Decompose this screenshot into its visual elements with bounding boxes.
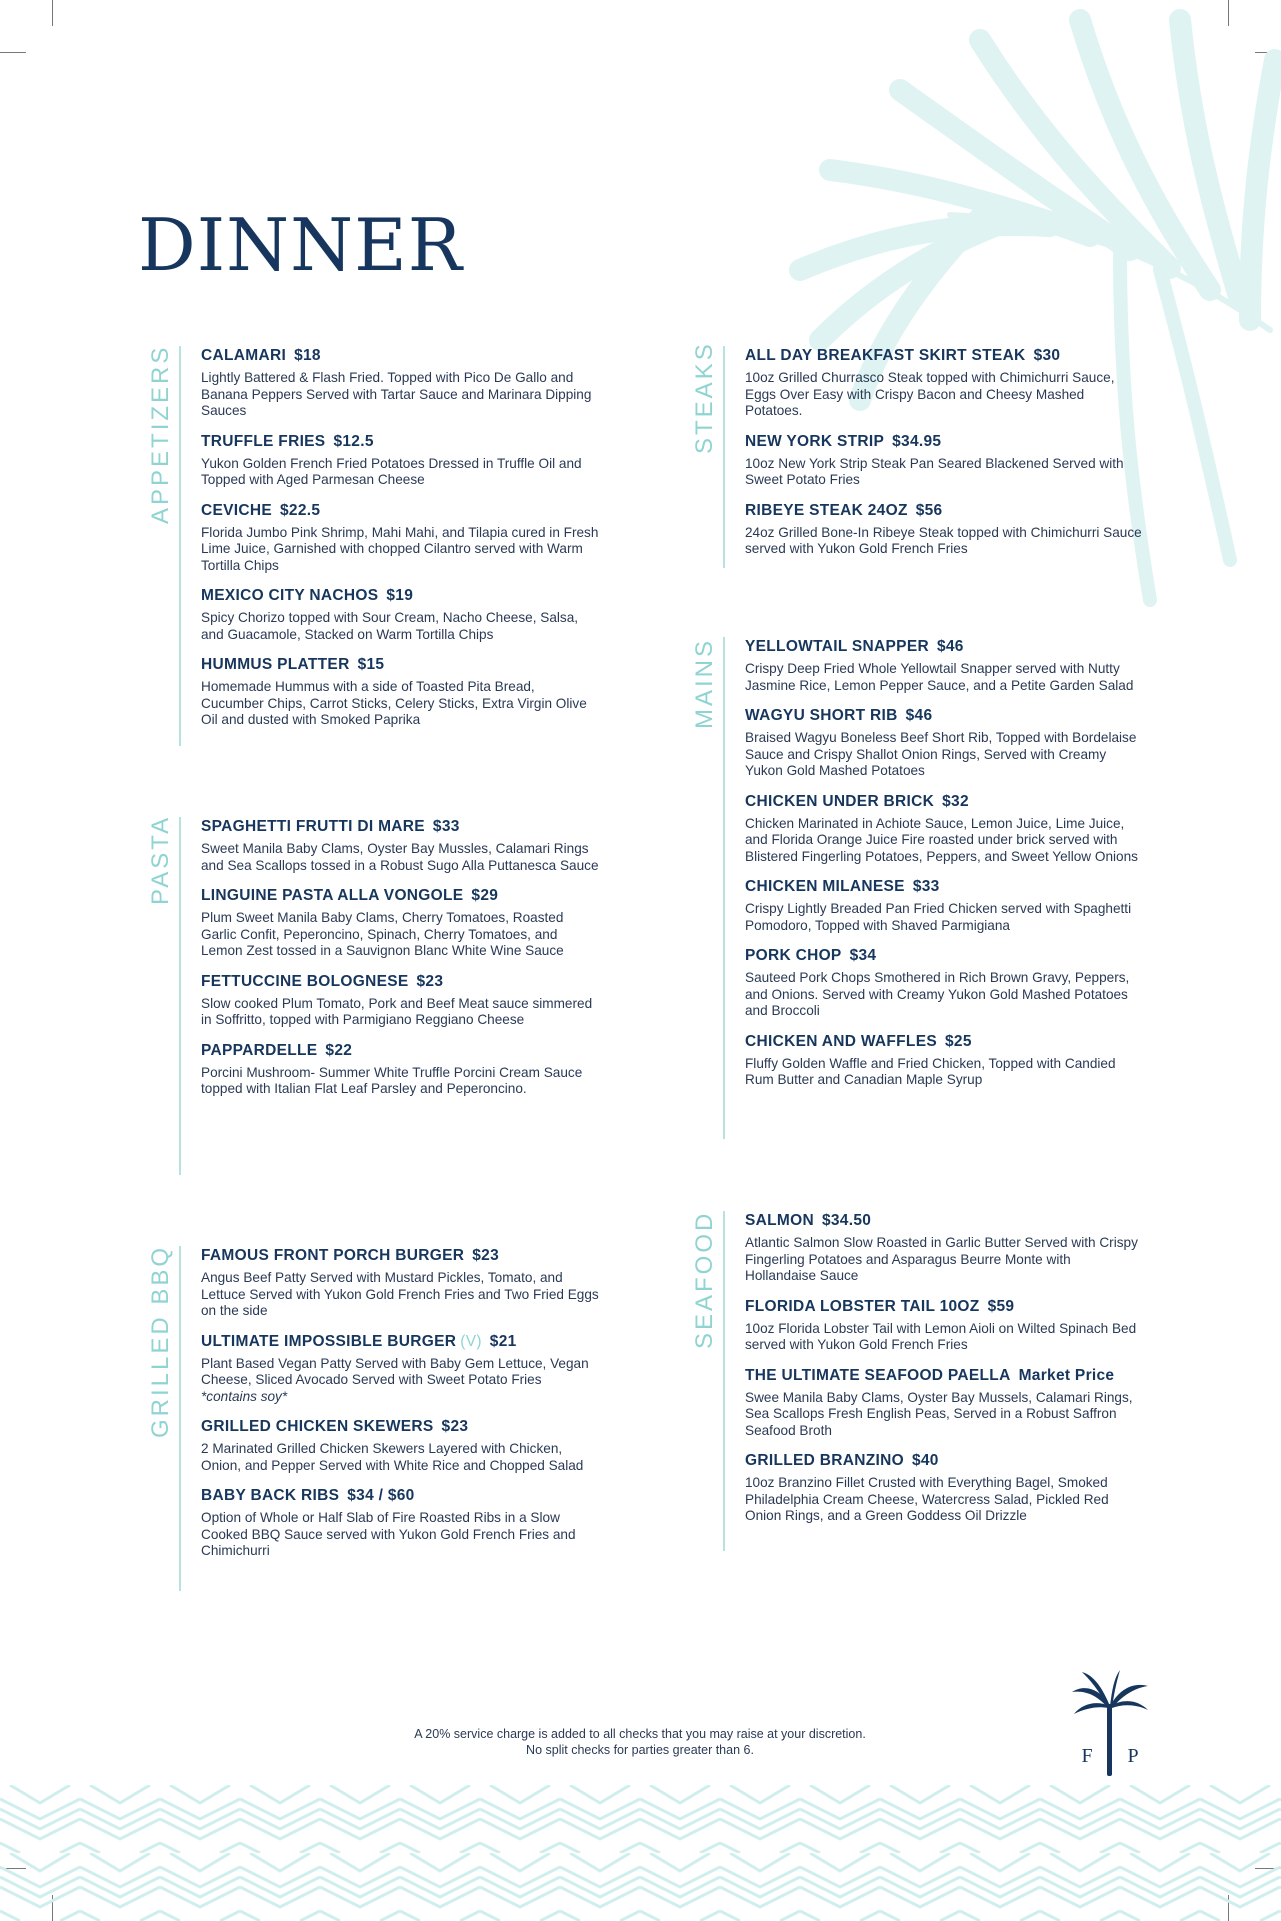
menu-item-description: [201, 456, 601, 489]
menu-item-heading: [745, 1032, 1145, 1052]
menu-item-description-text: 2 Marinated Grilled Chicken Skewers Layered with Chicken, Onion, and Pepper Served with White Rice and Chopped Salad: [201, 1441, 584, 1473]
section-grilled-bbq: [138, 1246, 608, 1591]
allergen-note: *contains soy*: [201, 1388, 288, 1404]
menu-item-description: [201, 1270, 601, 1320]
menu-item: [201, 1486, 601, 1560]
menu-item-name: GRILLED BRANZINO: [745, 1452, 904, 1469]
menu-item-description-text: Sweet Manila Baby Clams, Oyster Bay Mussles, Calamari Rings and Sea Scallops tossed in a Robust Sugo Alla Puttanesca Sauce: [201, 841, 599, 873]
menu-item-price: $23: [416, 972, 444, 990]
menu-item-description-text: Chicken Marinated in Achiote Sauce, Lemon Juice, Lime Juice, and Florida Orange Juice Fire roasted under brick served with Blistered Fingerling Potatoes, Peppers, and Sweet Yellow Onions: [745, 815, 1138, 864]
menu-item-heading: [745, 1297, 1145, 1317]
menu-item-name: WAGYU SHORT RIB: [745, 707, 898, 724]
menu-item-description: [745, 1390, 1145, 1440]
menu-item-name: CEVICHE: [201, 501, 273, 519]
menu-item-heading: [745, 432, 1145, 452]
menu-item: [745, 501, 1145, 558]
menu-item-name: PORK CHOP: [745, 947, 842, 964]
menu-item-heading: [201, 886, 601, 906]
menu-item-name: SALMON: [745, 1212, 814, 1229]
menu-item-price: $21: [489, 1332, 517, 1350]
menu-item-description-text: Angus Beef Patty Served with Mustard Pickles, Tomato, and Lettuce Served with Yukon Gold French Fries and Two Fried Eggs on the side: [201, 1270, 599, 1318]
menu-item-description-text: Swee Manila Baby Clams, Oyster Bay Mussels, Calamari Rings, Sea Scallops Fresh English Peas, Served in a Robust Saffron Seafood Broth: [745, 1389, 1133, 1438]
section-pasta: [138, 814, 608, 1175]
menu-item-description-text: Slow cooked Plum Tomato, Pork and Beef Meat sauce simmered in Soffritto, topped with Parmigiano Reggiano Cheese: [201, 995, 593, 1027]
menu-item-description-text: Fluffy Golden Waffle and Fried Chicken, Topped with Candied Rum Butter and Canadian Maple Syrup: [745, 1055, 1116, 1087]
menu-item-description: [745, 970, 1145, 1020]
menu-item-price: $59: [987, 1297, 1015, 1315]
logo-letter-f: F: [1081, 1745, 1093, 1767]
page-title: DINNER: [138, 203, 463, 287]
menu-item-heading: [201, 346, 601, 366]
menu-item-price: $33: [912, 878, 940, 895]
menu-item: [201, 1041, 601, 1098]
menu-item-price: $25: [944, 1032, 972, 1050]
menu-item-price: $34.95: [892, 432, 942, 450]
menu-list: [745, 637, 1145, 1101]
menu-item-price: $34: [849, 947, 877, 964]
menu-item-price: $34.50: [821, 1212, 872, 1229]
menu-item-heading: [745, 706, 1145, 726]
menu-item-price: $33: [432, 818, 460, 835]
menu-item: [745, 1451, 1145, 1525]
menu-item-name: LINGUINE PASTA ALLA VONGOLE: [201, 887, 464, 904]
split-check-note: No split checks for parties greater than 6.: [526, 1743, 754, 1757]
section-divider: [179, 1246, 181, 1591]
menu-item: [745, 946, 1145, 1020]
menu-item-description-text: 10oz New York Strip Steak Pan Seared Blackened Served with Sweet Potato Fries: [745, 455, 1124, 487]
menu-item-name: FLORIDA LOBSTER TAIL 10OZ: [745, 1297, 980, 1315]
menu-list: [745, 346, 1145, 570]
menu-item-heading: [745, 346, 1145, 366]
menu-item-name: CHICKEN MILANESE: [745, 878, 905, 895]
service-charge-note: A 20% service charge is added to all checks that you may raise at your discretion.: [414, 1727, 866, 1741]
section-divider: [723, 637, 725, 1139]
menu-item-description: [201, 996, 601, 1029]
menu-item-description: [201, 1510, 601, 1560]
menu-item: [201, 1417, 601, 1474]
menu-item-heading: [745, 637, 1145, 657]
menu-item-price: $23: [441, 1418, 469, 1435]
menu-item-description-text: 24oz Grilled Bone-In Ribeye Steak topped with Chimichurri Sauce served with Yukon Gold French Fries: [745, 524, 1142, 556]
menu-item-description: [201, 1065, 601, 1098]
menu-item-description-text: Lightly Battered & Flash Fried. Topped with Pico De Gallo and Banana Peppers Served with Tartar Sauce and Marinara Dipping Sauces: [201, 370, 592, 418]
menu-item-description-text: Spicy Chorizo topped with Sour Cream, Nacho Cheese, Salsa, and Guacamole, Stacked on Warm Tortilla Chips: [201, 610, 579, 642]
menu-item-price: Market Price: [1018, 1366, 1115, 1384]
menu-item-description: [201, 1441, 601, 1474]
menu-item-description-text: Yukon Golden French Fried Potatoes Dressed in Truffle Oil and Topped with Aged Parmesan Cheese: [201, 455, 582, 487]
menu-item-description-text: 10oz Grilled Churrasco Steak topped with Chimichurri Sauce, Eggs Over Easy with Crispy Bacon and Cheesy Mashed Potatoes.: [745, 370, 1115, 418]
menu-item: [201, 586, 601, 643]
crop-mark: [0, 52, 26, 53]
menu-item-description: [745, 901, 1145, 934]
menu-item-description-text: Plum Sweet Manila Baby Clams, Cherry Tomatoes, Roasted Garlic Confit, Peperoncino, Spinach, Cherry Tomatoes, and Lemon Zest tossed in a Sauvignon Blanc White Wine Sauce: [201, 910, 564, 958]
menu-item-heading: [201, 655, 601, 675]
menu-item-description-text: 10oz Florida Lobster Tail with Lemon Aioli on Wilted Spinach Bed served with Yukon Gold French Fries: [745, 1320, 1137, 1352]
menu-item-heading: [745, 792, 1145, 812]
crop-mark: [52, 0, 53, 26]
menu-item-price: $18: [294, 347, 321, 364]
menu-item-heading: [201, 586, 601, 606]
menu-item: [745, 706, 1145, 780]
menu-item: [201, 346, 601, 420]
menu-item: [745, 432, 1145, 489]
menu-item-description-text: Braised Wagyu Boneless Beef Short Rib, Topped with Bordelaise Sauce and Crispy Shallot Onion Rings, Served with Creamy Yukon Gold Mashed Potatoes: [745, 730, 1137, 778]
menu-item-description: [745, 525, 1145, 558]
menu-item-description-text: Porcini Mushroom- Summer White Truffle Porcini Cream Sauce topped with Italian Flat Leaf Parsley and Peperoncino.: [201, 1064, 583, 1096]
menu-item-description: [745, 730, 1145, 780]
menu-item-price: $56: [915, 501, 943, 519]
menu-item: [201, 886, 601, 960]
menu-item-name: CHICKEN UNDER BRICK: [745, 792, 935, 810]
section-seafood: [682, 1211, 1152, 1551]
menu-item-heading: [201, 1417, 601, 1437]
menu-item-description: [201, 910, 601, 960]
menu-item-name: CHICKEN AND WAFFLES: [745, 1032, 937, 1050]
menu-item-heading: [745, 946, 1145, 966]
menu-list: [201, 817, 601, 1110]
section-steaks: [682, 341, 1152, 568]
menu-list: [745, 1211, 1145, 1537]
menu-item-price: $32: [942, 792, 969, 810]
menu-list: [201, 1246, 601, 1572]
section-divider: [723, 1211, 725, 1551]
menu-item-name: SPAGHETTI FRUTTI DI MARE: [201, 818, 425, 835]
menu-item-heading: [201, 1041, 601, 1061]
menu-item-heading: [201, 817, 601, 837]
section-label-pasta: PASTA: [147, 814, 174, 905]
menu-item-name: GRILLED CHICKEN SKEWERS: [201, 1418, 434, 1435]
menu-item: [201, 817, 601, 874]
menu-item-description-text: Atlantic Salmon Slow Roasted in Garlic Butter Served with Crispy Fingerling Potatoes and Asparagus Beurre Monte with Hollandaise Sauce: [745, 1235, 1138, 1283]
palm-tree-icon: [1070, 1670, 1150, 1780]
menu-item-description: [745, 1235, 1145, 1285]
menu-item-heading: [201, 501, 601, 521]
menu-item-price: $34 / $60: [347, 1487, 415, 1504]
menu-item-name: FAMOUS FRONT PORCH BURGER: [201, 1247, 465, 1264]
section-label-grilled-bbq: GRILLED BBQ: [147, 1244, 174, 1438]
menu-item-heading: [745, 1211, 1145, 1231]
menu-item-price: $23: [472, 1247, 500, 1264]
menu-item-heading: [745, 1366, 1145, 1386]
section-appetizers: [138, 346, 608, 746]
menu-item: [745, 792, 1145, 866]
menu-item: [201, 655, 601, 729]
menu-item-name: THE ULTIMATE SEAFOOD PAELLA: [745, 1366, 1011, 1384]
menu-item-name: HUMMUS PLATTER: [201, 656, 350, 673]
menu-item: [745, 1297, 1145, 1354]
menu-item-description: [201, 525, 601, 575]
menu-item: [201, 432, 601, 489]
menu-item-price: $40: [911, 1452, 939, 1469]
menu-item-heading: [201, 1332, 601, 1352]
section-label-appetizers: APPETIZERS: [147, 344, 174, 524]
menu-item: [745, 1032, 1145, 1089]
menu-item-description: [745, 1475, 1145, 1525]
menu-item: [201, 1246, 601, 1320]
menu-item-name: FETTUCCINE BOLOGNESE: [201, 972, 409, 990]
menu-item-description: [745, 370, 1145, 420]
menu-item-name: ALL DAY BREAKFAST SKIRT STEAK: [745, 347, 1026, 364]
menu-item-description: [745, 1056, 1145, 1089]
menu-item-heading: [745, 877, 1145, 897]
section-mains: [682, 637, 1152, 1139]
menu-item-price: $22: [325, 1041, 353, 1059]
menu-item-price: $30: [1033, 347, 1061, 364]
menu-item-description-text: Crispy Lightly Breaded Pan Fried Chicken served with Spaghetti Pomodoro, Topped with Shaved Parmigiana: [745, 901, 1132, 933]
logo-letter-p: P: [1127, 1745, 1139, 1767]
menu-item-heading: [201, 1486, 601, 1506]
menu-item-name: CALAMARI: [201, 347, 287, 364]
menu-item-name: MEXICO CITY NACHOS: [201, 587, 379, 604]
menu-item-heading: [201, 432, 601, 452]
menu-item: [745, 637, 1145, 694]
menu-item-name: PAPPARDELLE: [201, 1041, 318, 1059]
menu-item-heading: [201, 1246, 601, 1266]
menu-item-description: [745, 456, 1145, 489]
menu-item-description-text: Sauteed Pork Chops Smothered in Rich Brown Gravy, Peppers, and Onions. Served with Creamy Yukon Gold Mashed Potatoes and Broccoli: [745, 970, 1130, 1018]
menu-item-description: [201, 610, 601, 643]
menu-item-description-text: Option of Whole or Half Slab of Fire Roasted Ribs in a Slow Cooked BBQ Sauce served with Yukon Gold French Fries and Chimichurri: [201, 1510, 576, 1558]
section-label-mains: MAINS: [691, 637, 718, 729]
menu-item: [745, 1366, 1145, 1440]
menu-item: [201, 1332, 601, 1406]
section-divider: [179, 346, 181, 746]
menu-item-price: $19: [386, 587, 414, 604]
menu-item-description: [745, 661, 1145, 694]
menu-item: [745, 877, 1145, 934]
section-divider: [723, 346, 725, 568]
menu-item-description: [745, 1321, 1145, 1354]
footer-note: [300, 1726, 980, 1758]
section-divider: [179, 817, 181, 1175]
menu-item-price: $12.5: [333, 432, 374, 450]
menu-item-description-text: Florida Jumbo Pink Shrimp, Mahi Mahi, and Tilapia cured in Fresh Lime Juice, Garnished with chopped Cilantro served with Warm Tortilla Chips: [201, 524, 599, 573]
section-label-seafood: SEAFOOD: [691, 1210, 718, 1349]
menu-item-description-text: Plant Based Vegan Patty Served with Baby Gem Lettuce, Vegan Cheese, Sliced Avocado Served with Sweet Potato Fries: [201, 1355, 589, 1387]
menu-item: [201, 501, 601, 575]
menu-item: [745, 346, 1145, 420]
menu-item-name: RIBEYE STEAK 24OZ: [745, 501, 908, 519]
menu-item-heading: [201, 972, 601, 992]
menu-item-price: $46: [936, 638, 964, 655]
menu-item-name: YELLOWTAIL SNAPPER: [745, 638, 929, 655]
menu-item-price: $15: [357, 656, 385, 673]
menu-item-name: BABY BACK RIBS: [201, 1487, 340, 1504]
menu-item-description-text: 10oz Branzino Fillet Crusted with Everything Bagel, Smoked Philadelphia Cream Cheese, Watercress Salad, Pickled Red Onion Rings, and a Green Goddess Oil Drizzle: [745, 1475, 1109, 1523]
section-label-steaks: STEAKS: [691, 341, 718, 454]
menu-item: [745, 1211, 1145, 1285]
menu-item-description-text: Homemade Hummus with a side of Toasted Pita Bread, Cucumber Chips, Carrot Sticks, Celery Sticks, Extra Virgin Olive Oil and dusted with Smoked Paprika: [201, 679, 587, 727]
menu-item-price: $29: [471, 887, 499, 904]
menu-item-name: TRUFFLE FRIES: [201, 432, 326, 450]
chevron-pattern-background: [0, 1785, 1281, 1921]
menu-item-description: [745, 816, 1145, 866]
menu-item-description: [201, 370, 601, 420]
vegan-badge: (V): [460, 1332, 482, 1350]
menu-item-heading: [745, 1451, 1145, 1471]
menu-list: [201, 346, 601, 741]
menu-item-description-text: Crispy Deep Fried Whole Yellowtail Snapper served with Nutty Jasmine Rice, Lemon Pepper Sauce, and a Petite Garden Salad: [745, 661, 1134, 693]
menu-item-description: [201, 841, 601, 874]
menu-item-name: ULTIMATE IMPOSSIBLE BURGER: [201, 1332, 457, 1350]
menu-item-price: $22.5: [280, 501, 321, 519]
menu-item-description: [201, 679, 601, 729]
menu-item-heading: [745, 501, 1145, 521]
menu-item-description: [201, 1356, 601, 1406]
menu-item-name: NEW YORK STRIP: [745, 432, 885, 450]
menu-item-price: $46: [905, 707, 933, 724]
menu-item: [201, 972, 601, 1029]
